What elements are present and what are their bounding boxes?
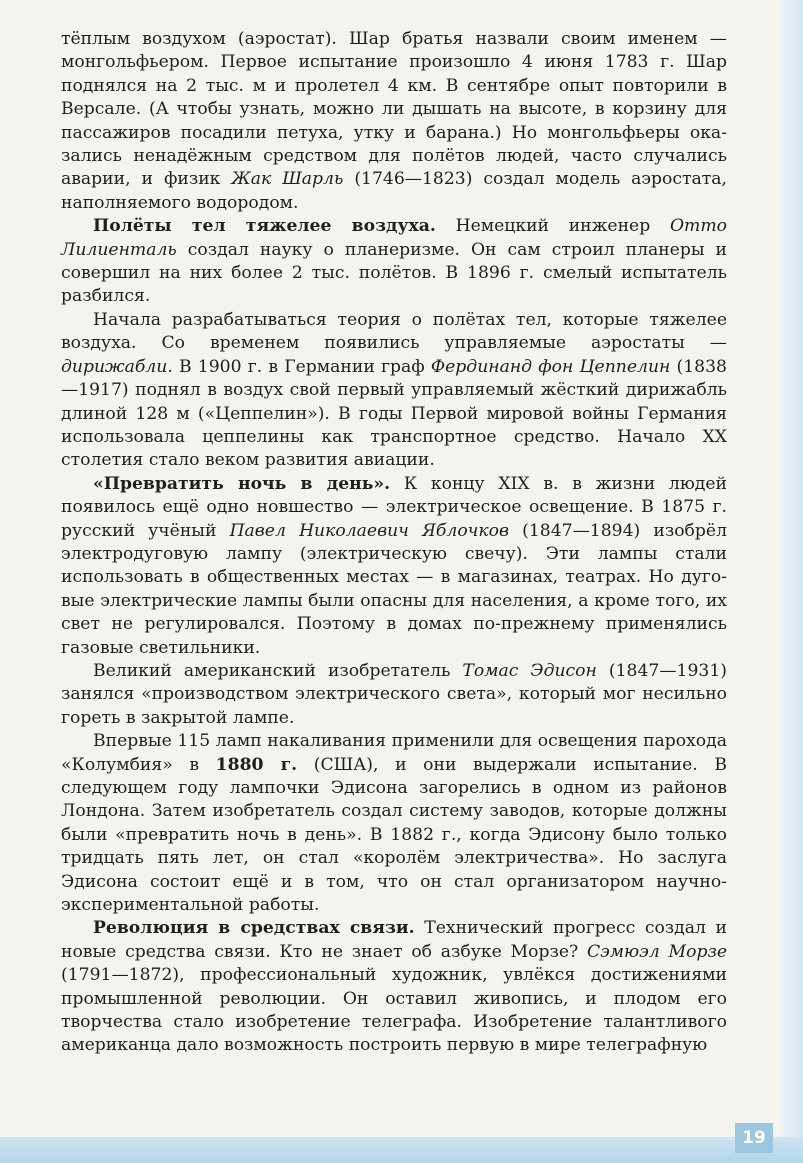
text-run: Великий американский изобретатель [93,660,463,681]
page-number: 19 [735,1123,773,1153]
text-run: (1847—1931) занялся «производством электрического света», который мог несильно гореть в закрытой лампе. [61,660,727,728]
person-name: Сэмюэл Морзе [587,941,728,962]
text-run: Впервые 115 ламп накаливания применили для освещения парохода «Колумбия» в [61,731,727,775]
text-run: Немецкий инженер [435,216,670,237]
paragraph [61,730,727,917]
date-emphasis: 1880 г. [215,754,298,775]
text-run: (1746—1823) создал модель аэростата, наполняемого водородом. [61,169,728,213]
section-heading: Революция в средствах связи. [93,918,415,939]
body-text [61,28,727,1058]
text-run: В 1900 г. в Германии граф [172,356,431,377]
paragraph [61,28,727,215]
text-run: (1791—1872), профессиональный художник, увлёкся достижениями промышленной революции. Он оставил живопись, и плодом его творчества стало изобретение телеграфа. Изобретение талантливого американца дало возможность построить первую в мире телеграфную [61,965,727,1056]
text-run: (1847—1894) изобрёл электродуговую лампу (электрическую свечу). Эти лампы стали использовать в общественных местах — в магазинах, театрах. Но дуговые электрические лампы были опасны для населения, а кроме того, их свет не регулировался. Поэтому в домах по-прежнему применялись газовые светильники. [61,520,727,658]
term: дирижабли. [61,356,173,377]
person-name: Томас Эдисон [462,660,597,681]
text-run: К концу XIX в. в жизни людей появилось ещё одно новшество — электрическое освещение. В 1875 г. русский учёный [61,473,728,541]
section-heading: «Превратить ночь в день». [93,473,391,494]
paragraph [61,309,727,473]
section-heading: Полёты тел тяжелее воздуха. [93,216,436,237]
person-name: Павел Николаевич Яблочков [229,520,509,541]
person-name: Фердинанд фон Цеппелин [430,356,671,377]
text-run: создал науку о планеризме. Он сам строил планеры и совершил на них более 2 тыс. полётов. В 1896 г. смелый испытатель разбился. [61,239,727,307]
person-name: Жак Шарль [231,169,344,190]
text-run: (1838—1917) поднял в воздух свой первый управляемый жёсткий дирижабль длиной 128 м («Цеппелин»). В годы Первой мировой войны Германия использовала цеппелины как транспортное средство. Начало XX столетия стало веком развития авиации. [61,356,727,471]
text-run: Технический прогресс создал и новые средства связи. Кто не знает об азбуке Морзе? [61,918,727,962]
paragraph [61,917,727,1057]
page-footer-band [0,1137,803,1163]
paragraph [61,215,727,309]
text-run: (США), и они выдержали испытание. В следующем году лампочки Эдисона загорелись в одном из районов Лондона. Затем изобретатель создал систему заводов, которые должны были «превратить ночь в день». В 1882 г., когда Эдисону было только тридцать пять лет, он стал «королём электричества». Но заслуга Эдисона состоит ещё и в том, что он стал организатором научно-экспериментальной работы. [61,754,727,916]
paragraph [61,473,727,660]
person-name: Отто Лилиенталь [61,216,727,260]
paragraph [61,660,727,730]
text-run: тёплым воздухом (аэростат). Шар братья назвали своим именем — монгольфьером. Первое испытание произошло 4 июня 1783 г. Шар поднялся на 2 тыс. м и пролетел 4 км. В сентябре опыт повторили в Версале. (А чтобы узнать, можно ли дышать на высоте, в корзину для пассажиров посадили петуха, утку и барана.) Но монгольфьеры оказались ненадёжным средством для полётов людей, часто случались аварии, и физик [61,29,727,190]
text-run: Начала разрабатываться теория о полётах тел, которые тяжелее воздуха. Со временем появились управляемые аэростаты — [61,309,727,354]
page-edge-strip [781,0,803,1163]
